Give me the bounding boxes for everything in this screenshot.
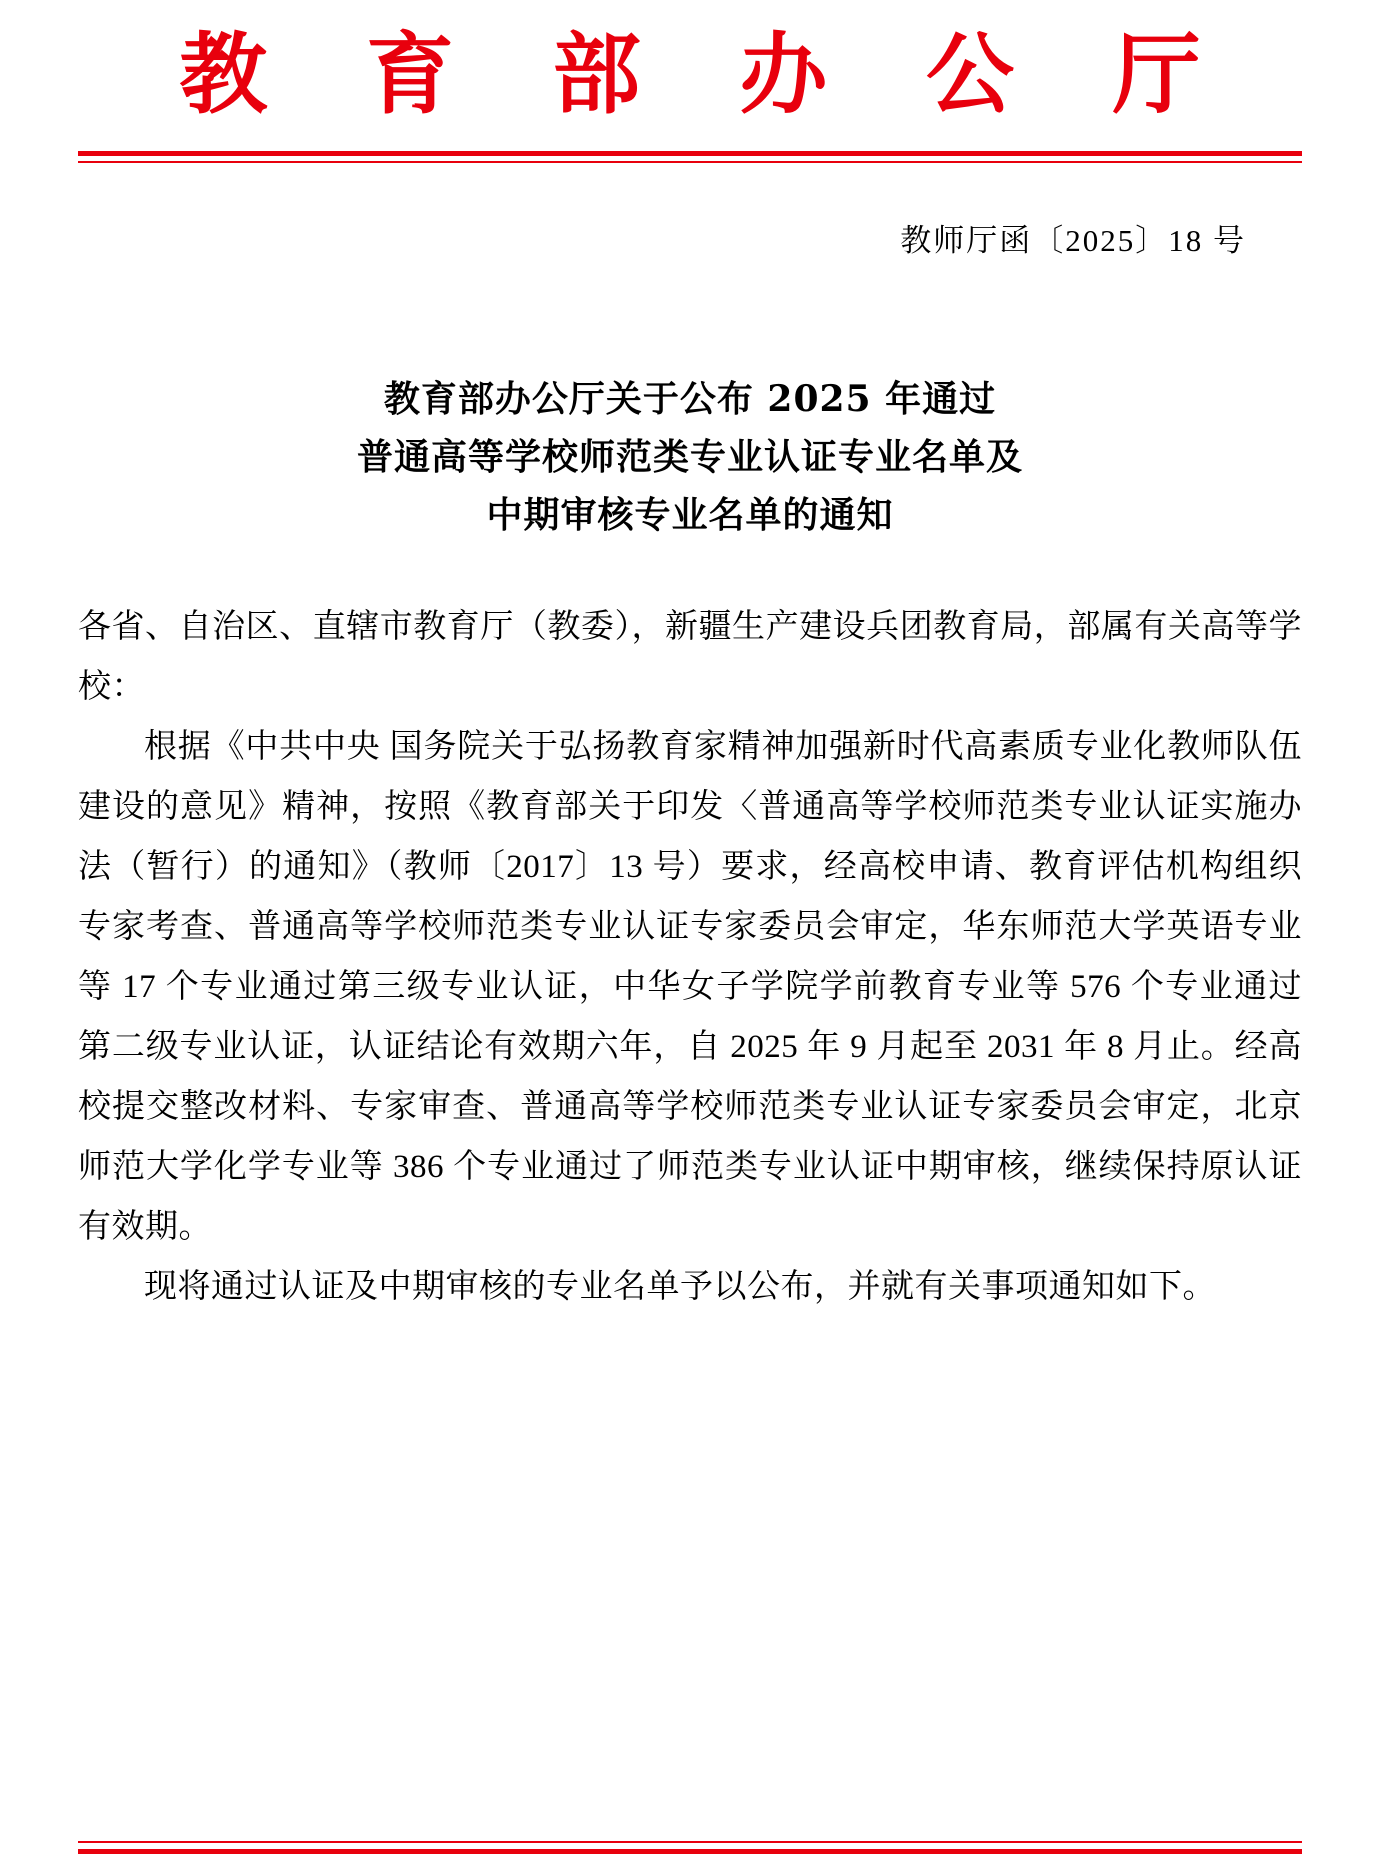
footer-thick-line	[78, 1849, 1302, 1854]
salutation-paragraph: 各省、自治区、直辖市教育厅（教委），新疆生产建设兵团教育局，部属有关高等学校：	[78, 608, 1302, 705]
document-body	[78, 597, 1302, 1318]
title-line-1: 教育部办公厅关于公布 2025 年通过	[383, 377, 997, 420]
document-number: 教师厅函〔2025〕18 号	[900, 222, 1246, 258]
masthead	[78, 0, 1302, 126]
issuing-organization-title: 教 育 部 办 公 厅	[179, 22, 1235, 126]
body-paragraph-1: 根据《中共中央 国务院关于弘扬教育家精神加强新时代高素质专业化教师队伍建设的意见》精神，按照《教育部关于印发〈普通高等学校师范类专业认证实施办法（暂行）的通知》（教师〔2017〕13 号）要求，经高校申请、教育评估机构组织专家考查、普通高等学校师范类专业认证专家委员会审定，华东师范大学英语专业等 17 个专业通过第三级专业认证，中华女子学院学前教育专业等 576 个专业通过第二级专业认证，认证结论有效期六年，自 2025 年 9 月起至 2031 年 8 月止。经高校提交整改材料、专家审查、普通高等学校师范类专业认证专家委员会审定，北京师范大学化学专业等 386 个专业通过了师范类专业认证中期审核，继续保持原认证有效期。	[78, 728, 1302, 1246]
footer-divider	[78, 1841, 1302, 1854]
body-paragraph-2: 现将通过认证及中期审核的专业名单予以公布，并就有关事项通知如下。	[144, 1269, 1216, 1306]
masthead-divider	[78, 151, 1302, 163]
document-title	[78, 370, 1302, 545]
title-line-2: 普通高等学校师范类专业认证专业名单及	[356, 436, 1023, 479]
divider-thin-line	[78, 161, 1302, 163]
title-line-3: 中期审核专业名单的通知	[486, 494, 894, 537]
